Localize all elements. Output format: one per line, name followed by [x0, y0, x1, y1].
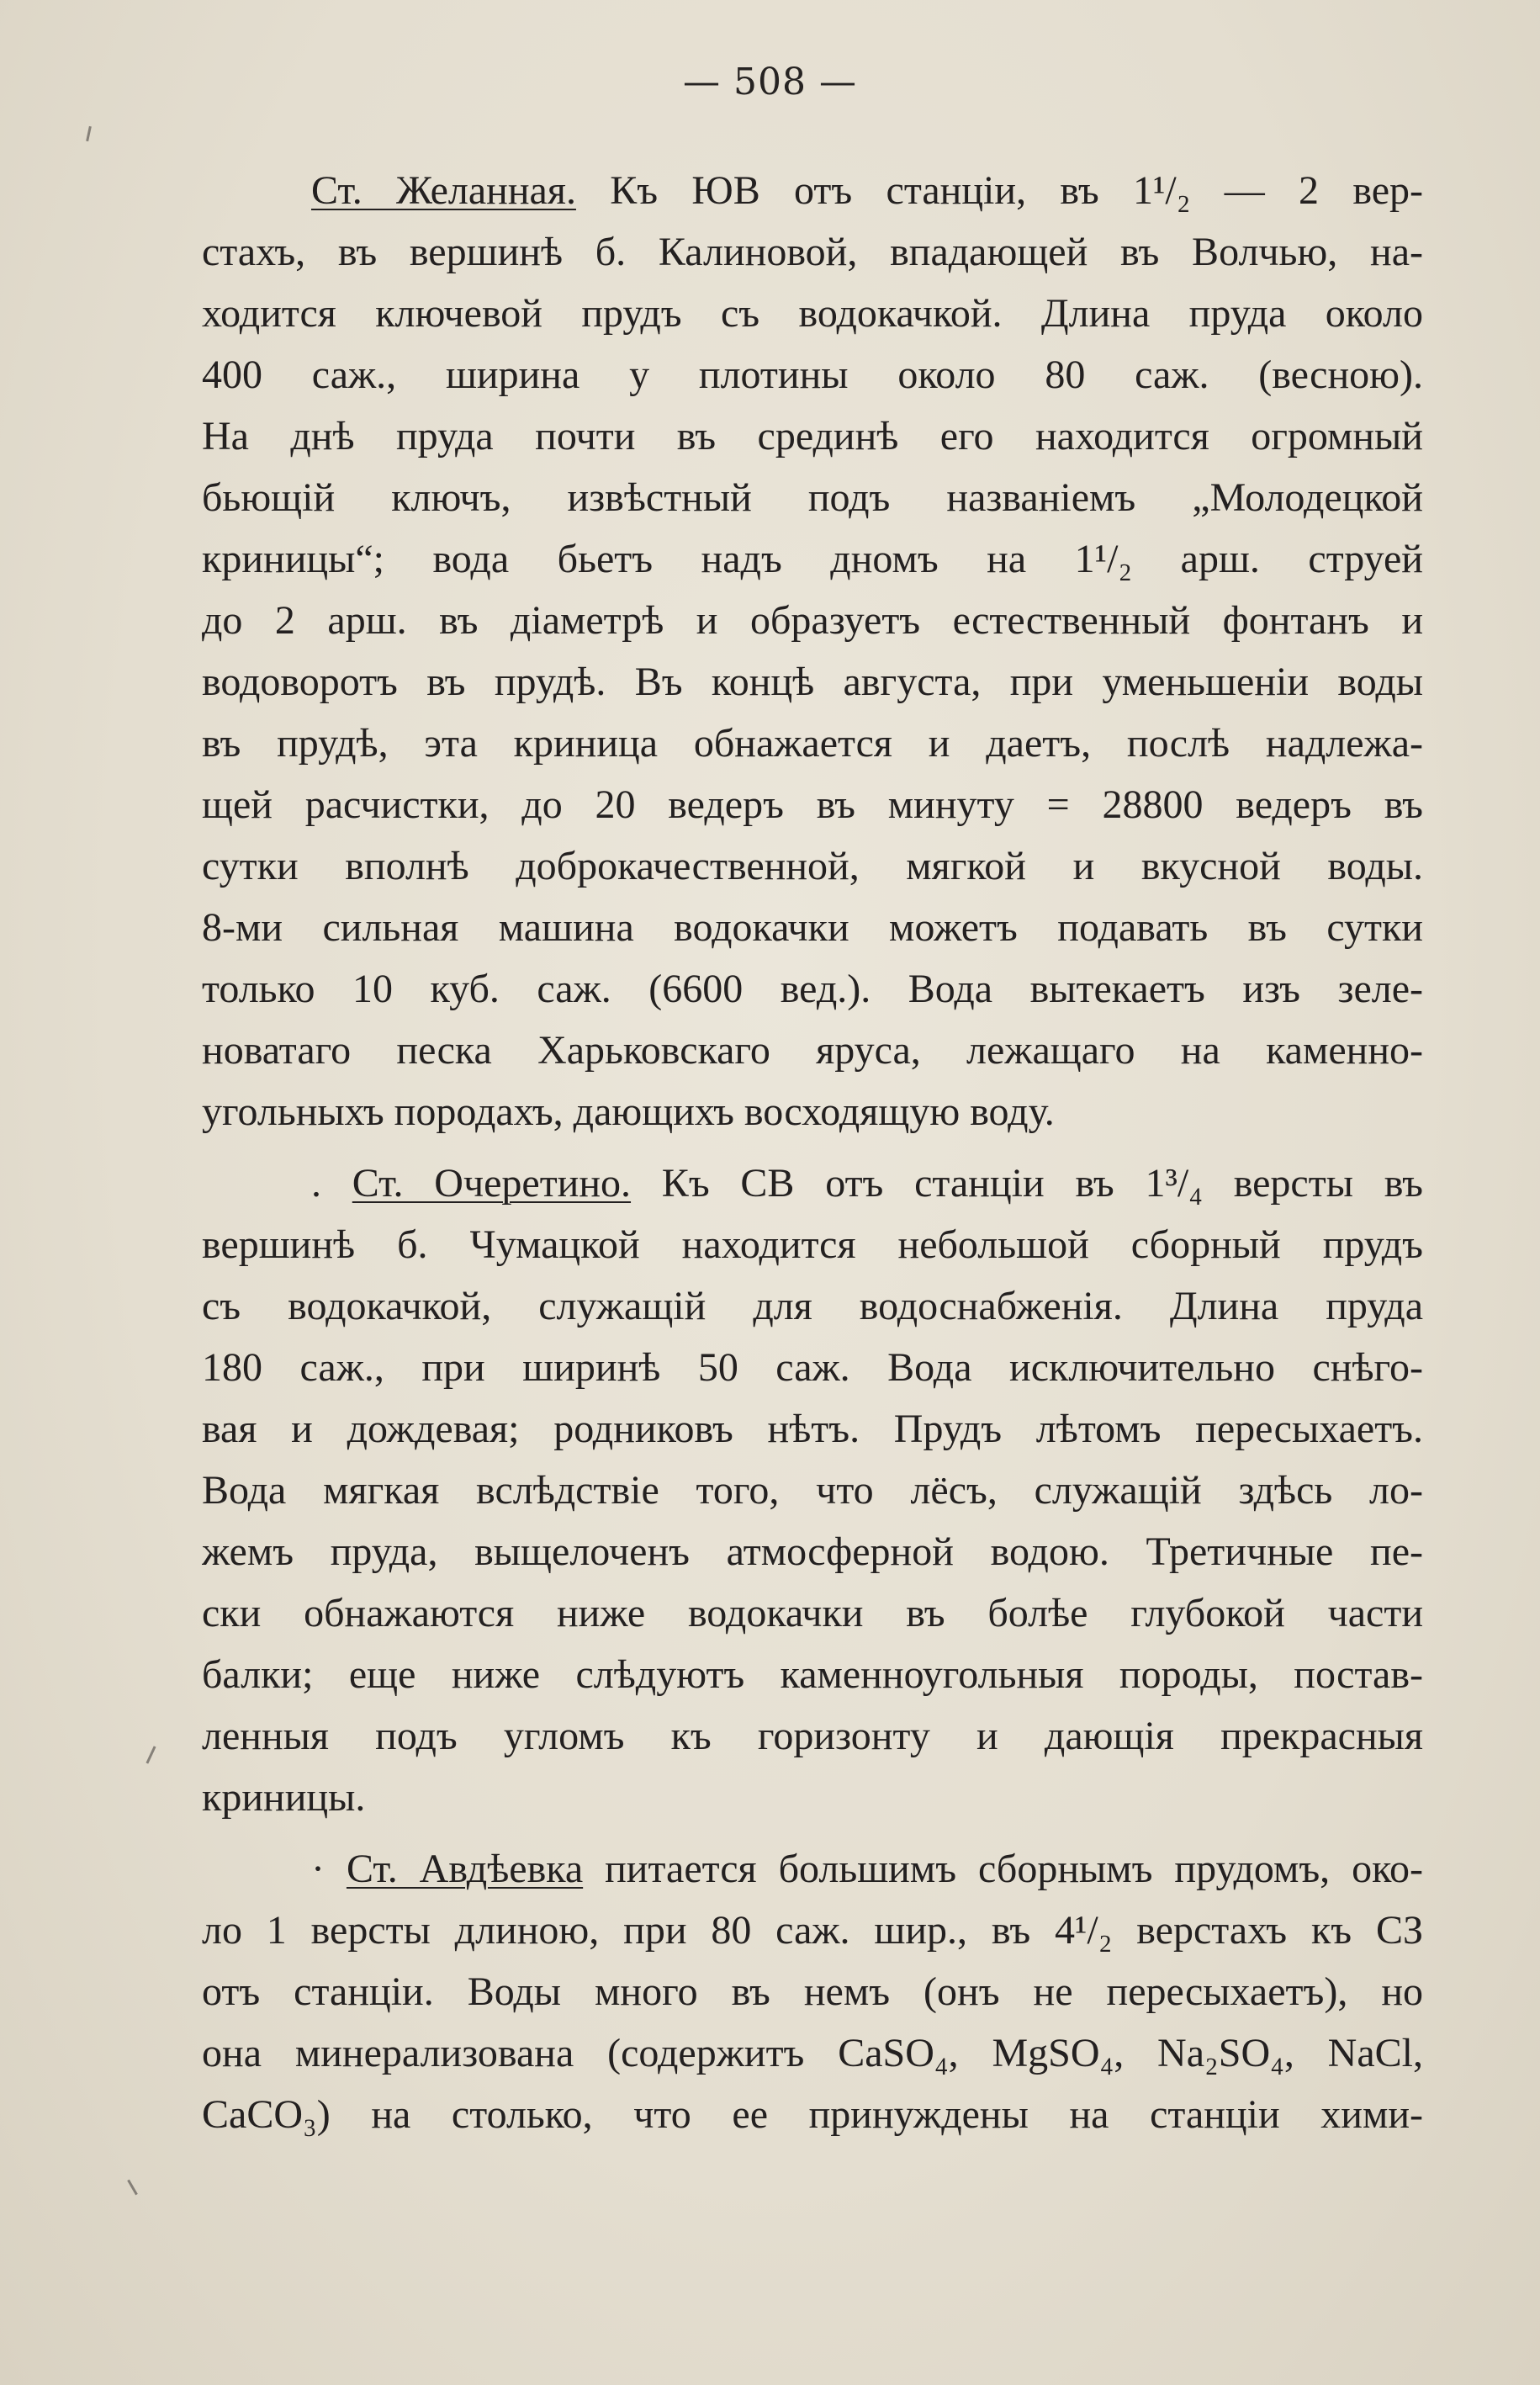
text-line: ленныя подъ угломъ къ горизонту и дающія прекрасныя: [202, 1714, 1423, 1758]
text-line: криницы“; вода бьетъ надъ дномъ на 1¹/₂ арш. струей: [202, 537, 1423, 581]
paragraph-zhelannaya: [202, 160, 1423, 1142]
text-line: въ прудѣ, эта криница обнажается и даетъ, послѣ надлежа-: [202, 721, 1423, 766]
text-line: жемъ пруда, выщелоченъ атмосферной водою. Третичные пе-: [202, 1529, 1423, 1574]
page-number: — 508 —: [683, 61, 857, 103]
text-line: Вода мягкая вслѣдствіе того, что лёсъ, служащій здѣсь ло-: [202, 1468, 1423, 1513]
margin-mark: [86, 126, 92, 141]
text-line: только 10 куб. саж. (6600 вед.). Вода вытекаетъ изъ зеле-: [202, 967, 1423, 1011]
text-line: стахъ, въ вершинѣ б. Калиновой, впадающей въ Волчью, на-: [202, 230, 1423, 274]
text-line: до 2 арш. въ діаметрѣ и образуетъ естественный фонтанъ и: [202, 598, 1423, 643]
paragraph-ocheretino: [202, 1153, 1423, 1828]
paragraph-avdeevka: [202, 1838, 1423, 2145]
text-line: отъ станціи. Воды много въ немъ (онъ не пересыхаетъ), но: [202, 1969, 1423, 2014]
text-line: 180 саж., при ширинѣ 50 саж. Вода исключительно снѣго-: [202, 1345, 1423, 1390]
text-line: съ водокачкой, служащій для водоснабженія. Длина пруда: [202, 1284, 1423, 1328]
text-line: сутки вполнѣ доброкачественной, мягкой и вкусной воды.: [202, 844, 1423, 888]
text-line: CaCO₃) на столько, что ее принуждены на станціи хими-: [202, 2092, 1423, 2137]
text-line: щей расчистки, до 20 ведеръ въ минуту = 28800 ведеръ въ: [202, 782, 1423, 827]
text-line: . Ст. Очеретино. Къ СВ отъ станціи въ 1³/₄ версты въ: [311, 1161, 1423, 1206]
text-line: криницы.: [202, 1775, 366, 1820]
text-line: вершинѣ б. Чумацкой находится небольшой сборный прудъ: [202, 1222, 1423, 1267]
text-line: ходится ключевой прудъ съ водокачкой. Длина пруда около: [202, 291, 1423, 336]
text-line: водоворотъ въ прудѣ. Въ концѣ августа, при уменьшеніи воды: [202, 660, 1423, 704]
body-text: [202, 160, 1423, 2145]
text-line: ло 1 версты длиною, при 80 саж. шир., въ 4¹/₂ верстахъ къ СЗ: [202, 1908, 1423, 1953]
text-line: бьющій ключъ, извѣстный подъ названіемъ „Молодецкой: [202, 475, 1423, 520]
text-line: Ст. Желанная. Къ ЮВ отъ станціи, въ 1¹/₂ — 2 вер-: [311, 168, 1423, 213]
text-line: балки; еще ниже слѣдуютъ каменноугольныя породы, постав-: [202, 1652, 1423, 1697]
text-line: ски обнажаются ниже водокачки въ болѣе глубокой части: [202, 1591, 1423, 1635]
text-line: На днѣ пруда почти въ срединѣ его находится огромный: [202, 414, 1423, 458]
text-line: вая и дождевая; родниковъ нѣтъ. Прудъ лѣтомъ пересыхаетъ.: [202, 1407, 1423, 1451]
text-line: 400 саж., ширина у плотины около 80 саж. (весною).: [202, 352, 1423, 397]
margin-mark: [146, 1746, 156, 1763]
text-line: · Ст. Авдѣевка питается большимъ сборнымъ прудомъ, око-: [311, 1847, 1423, 1891]
margin-mark: [127, 2180, 138, 2196]
station-name: Ст. Очеретино.: [352, 1161, 632, 1206]
station-name: Ст. Желанная.: [311, 168, 576, 213]
station-name: Ст. Авдѣевка: [346, 1847, 584, 1891]
text-line: новатаго песка Харьковскаго яруса, лежащаго на каменно-: [202, 1028, 1423, 1073]
text-line: она минерализована (содержитъ CaSO₄, MgSO₄, Na₂SO₄, NaCl,: [202, 2031, 1423, 2075]
text-line: угольныхъ породахъ, дающихъ восходящую воду.: [202, 1089, 1055, 1134]
text-line: 8-ми сильная машина водокачки можетъ подавать въ сутки: [202, 905, 1423, 950]
